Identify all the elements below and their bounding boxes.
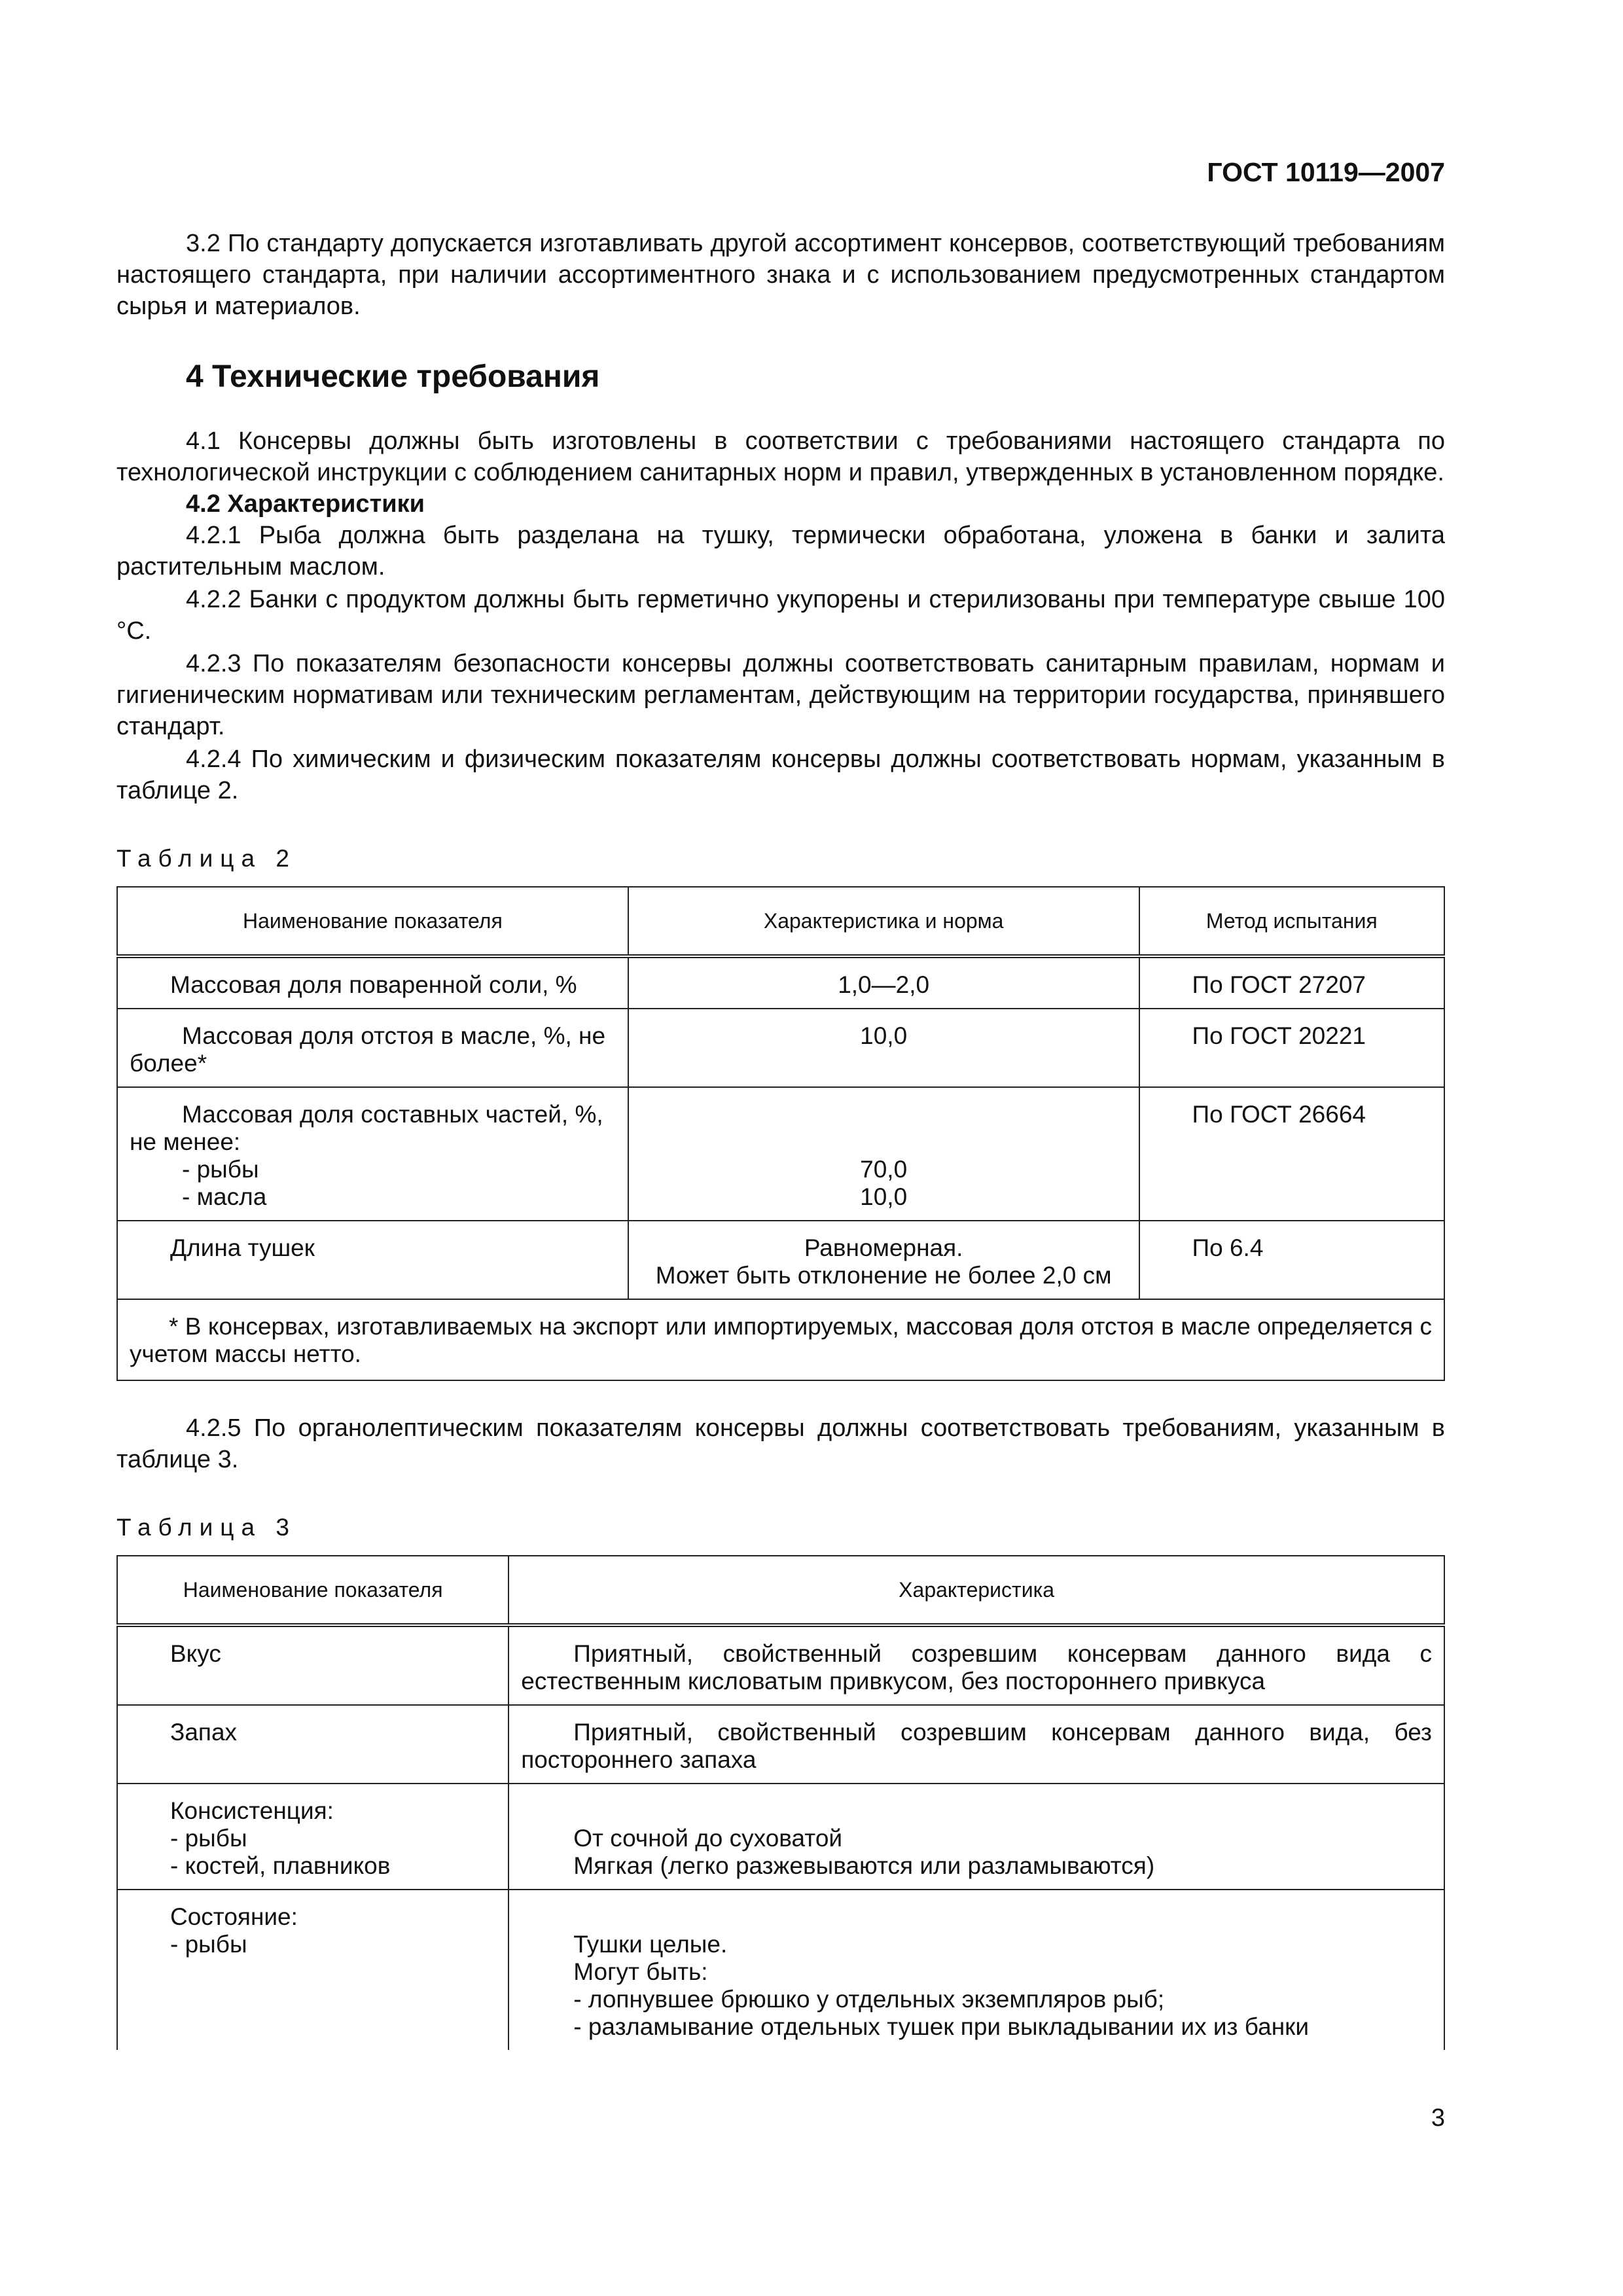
cell-value-line: Равномерная. (804, 1234, 963, 1261)
table-cell-value (508, 1784, 1444, 1890)
cell-value-line: Может быть отклонение не более 2,0 см (655, 1262, 1112, 1289)
cell-text: Массовая доля отстоя в масле, %, не более* (130, 1022, 606, 1077)
table-cell-method: По ГОСТ 27207 (1139, 956, 1444, 1009)
table-cell-name: Вкус (117, 1625, 508, 1705)
table-cell-value (508, 1705, 1444, 1784)
paragraph-4-2-1: 4.2.1 Рыба должна быть разделана на тушку, термически обработана, уложена в банки и залита растительным маслом. (116, 522, 1445, 581)
table-2 (116, 886, 1445, 1381)
paragraph-4-1: 4.1 Консервы должны быть изготовлены в соответствии с требованиями настоящего стандарта по технологической инструкции с соблюдением санитарных норм и правил, утвержденных в установленном порядке. (116, 427, 1445, 486)
cell-text: Приятный, свойственный созревшим консервам данного вида, без постороннего запаха (521, 1719, 1432, 1773)
table-header-row (117, 887, 1444, 956)
table-header-cell: Характеристика и норма (628, 887, 1139, 956)
table-cell-method: По ГОСТ 26664 (1139, 1087, 1444, 1221)
table-3-caption: Таблица 3 (116, 1514, 296, 1541)
subsection-heading-4-2: 4.2 Характеристики (186, 490, 425, 518)
table-cell-method: По 6.4 (1139, 1221, 1444, 1299)
paragraph-4-2-3: 4.2.3 По показателям безопасности консервы должны соответствовать санитарным правилам, нормам и гигиеническим нормативам или техническим регламентам, действующим на территории государства, принявшего стандарт. (116, 650, 1445, 740)
cell-value-line: Мягкая (легко разжевываются или разламываются) (573, 1852, 1155, 1879)
cell-value-line: Могут быть: (573, 1958, 708, 1985)
cell-value-line: От сочной до суховатой (573, 1825, 843, 1852)
table-row (117, 1087, 1444, 1221)
table-cell-value: 10,0 (628, 1009, 1139, 1087)
table-cell-value: 1,0—2,0 (628, 956, 1139, 1009)
cell-value-line: 70,0 (860, 1156, 908, 1183)
table-row (117, 1705, 1444, 1784)
table-cell-name (117, 1087, 628, 1221)
list-item: - рыбы (182, 1156, 259, 1183)
cell-text: Массовая доля составных частей, %, не менее: (130, 1101, 603, 1155)
table-cell-method: По ГОСТ 20221 (1139, 1009, 1444, 1087)
table-footnote: * В консервах, изготавливаемых на экспорт или импортируемых, массовая доля отстоя в масле определяется с учетом массы нетто. (117, 1299, 1444, 1380)
paragraph-4-2-2: 4.2.2 Банки с продуктом должны быть герметично укупорены и стерилизованы при температуре свыше 100 °С. (116, 586, 1445, 645)
cell-value-line: Тушки целые. (573, 1931, 728, 1958)
table-row (117, 1784, 1444, 1890)
table-cell-value (508, 1625, 1444, 1705)
table-row (117, 1890, 1444, 2050)
table-3 (116, 1555, 1445, 2050)
table-2-caption: Таблица 2 (116, 845, 296, 872)
cell-text: Приятный, свойственный созревшим консервам данного вида с естественным кисловатым привкусом, без постороннего привкуса (521, 1640, 1432, 1695)
list-item: - рыбы (170, 1825, 247, 1852)
document-body (116, 228, 1445, 2050)
cell-text: Состояние: (170, 1903, 298, 1930)
document-code: ГОСТ 10119—2007 (1207, 157, 1445, 187)
table-row (117, 1221, 1444, 1299)
cell-value-line: - разламывание отдельных тушек при выкладывании их из банки (573, 2013, 1309, 2040)
table-cell-value (628, 1087, 1139, 1221)
page-number: 3 (1431, 2104, 1445, 2132)
table-header-cell: Метод испытания (1139, 887, 1444, 956)
table-cell-value (508, 1890, 1444, 2050)
list-item: - масла (182, 1183, 267, 1210)
list-item: - рыбы (170, 1931, 247, 1958)
paragraph-3-2: 3.2 По стандарту допускается изготавливать другой ассортимент консервов, соответствующий требованиям настоящего стандарта, при наличии ассортиментного знака и с использованием предусмотренных стандартом сырья и материалов. (116, 230, 1445, 320)
table-row (117, 956, 1444, 1009)
cell-text: Консистенция: (170, 1797, 334, 1824)
cell-value-line: 10,0 (860, 1183, 908, 1210)
list-item: - костей, плавников (170, 1852, 391, 1879)
table-cell-value (628, 1221, 1139, 1299)
table-header-row (117, 1556, 1444, 1625)
table-row (117, 1625, 1444, 1705)
paragraph-4-2-4: 4.2.4 По химическим и физическим показателям консервы должны соответствовать нормам, указанным в таблице 2. (116, 745, 1445, 804)
cell-value-line: - лопнувшее брюшко у отдельных экземпляров рыб; (573, 1986, 1165, 2013)
paragraph-4-2-5: 4.2.5 По органолептическим показателям консервы должны соответствовать требованиям, указанным в таблице 3. (116, 1414, 1445, 1473)
table-note-row (117, 1299, 1444, 1380)
table-cell-name: Массовая доля поваренной соли, % (117, 956, 628, 1009)
table-cell-name: Длина тушек (117, 1221, 628, 1299)
table-cell-name (117, 1784, 508, 1890)
table-row (117, 1009, 1444, 1087)
table-header-cell: Наименование показателя (117, 887, 628, 956)
table-header-cell: Наименование показателя (117, 1556, 508, 1625)
section-heading-4: 4 Технические требования (186, 359, 600, 394)
table-header-cell: Характеристика (508, 1556, 1444, 1625)
table-cell-name (117, 1890, 508, 2050)
table-cell-name: Запах (117, 1705, 508, 1784)
table-cell-name (117, 1009, 628, 1087)
